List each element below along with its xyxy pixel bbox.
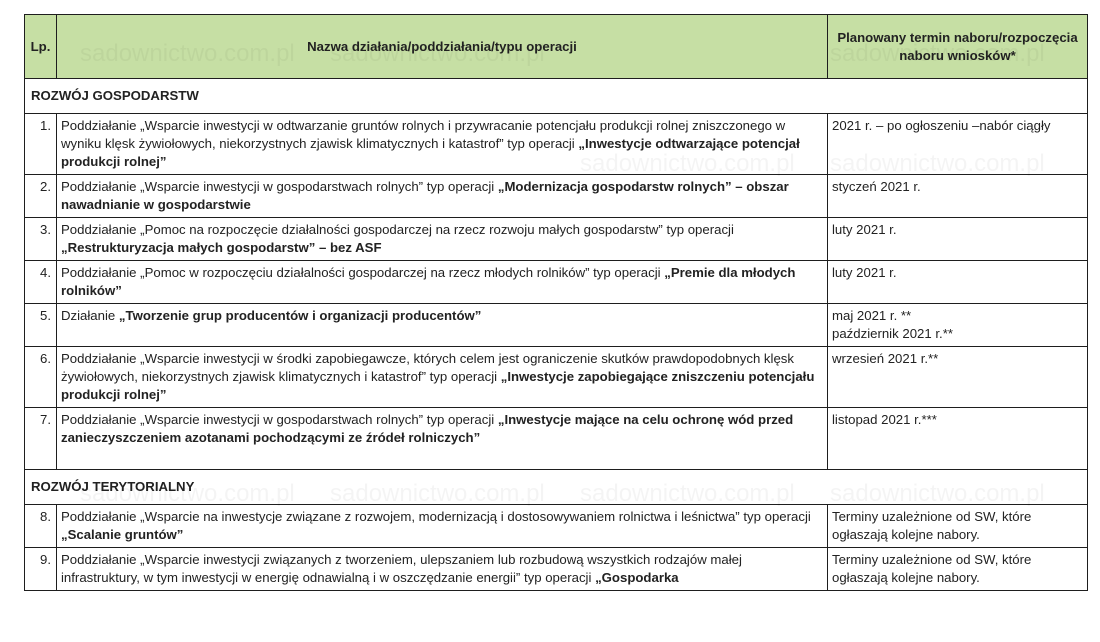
row-number: 9.	[25, 548, 57, 591]
row-number: 4.	[25, 261, 57, 304]
table-row	[25, 114, 1088, 175]
table-row	[25, 175, 1088, 218]
row-name	[57, 218, 828, 261]
row-term	[828, 304, 1088, 347]
row-number: 6.	[25, 347, 57, 408]
row-number: 5.	[25, 304, 57, 347]
row-number: 2.	[25, 175, 57, 218]
row-name-bold: „Scalanie gruntów”	[61, 527, 184, 542]
table-row	[25, 218, 1088, 261]
row-name	[57, 505, 828, 548]
row-name	[57, 408, 828, 470]
row-name-plain: Poddziałanie „Wsparcie inwestycji w gospodarstwach rolnych” typ operacji	[61, 412, 498, 427]
table-row	[25, 304, 1088, 347]
row-number: 3.	[25, 218, 57, 261]
table-row	[25, 505, 1088, 548]
row-term: wrzesień 2021 r.**	[828, 347, 1088, 408]
section-row	[25, 470, 1088, 505]
row-name-bold: „Restrukturyzacja małych gospodarstw” – bez ASF	[61, 240, 382, 255]
row-term: Terminy uzależnione od SW, które ogłaszają kolejne nabory.	[828, 505, 1088, 548]
row-name	[57, 548, 828, 591]
header-name: Nazwa działania/poddziałania/typu operacji	[57, 15, 828, 79]
row-name-plain: Poddziałanie „Wsparcie inwestycji w odtwarzanie gruntów rolnych i przywracanie potencjału produkcji rolnej zniszczonego w wyniku klęsk żywiołowych, niekorzystnych zjawisk klimatycznych i katastrof” typ operacji	[61, 118, 786, 151]
row-name-bold: „Inwestycje zapobiegające zniszczeniu potencjału produkcji rolnej”	[61, 369, 815, 402]
row-term: Terminy uzależnione od SW, które ogłaszają kolejne nabory.	[828, 548, 1088, 591]
row-term-line: maj 2021 r. **	[832, 308, 912, 323]
row-number: 7.	[25, 408, 57, 470]
row-name	[57, 347, 828, 408]
row-term: luty 2021 r.	[828, 261, 1088, 304]
row-name-plain: Poddziałanie „Pomoc na rozpoczęcie działalności gospodarczej na rzecz rozwoju małych gospodarstw” typ operacji	[61, 222, 734, 237]
row-name-plain: Poddziałanie „Pomoc w rozpoczęciu działalności gospodarczej na rzecz młodych rolników” typ operacji	[61, 265, 665, 280]
row-term-line: październik 2021 r.**	[832, 326, 953, 341]
row-term: styczeń 2021 r.	[828, 175, 1088, 218]
row-name	[57, 114, 828, 175]
row-name-plain: Poddziałanie „Wsparcie inwestycji w środki zapobiegawcze, których celem jest ograniczenie skutków prawdopodobnych klęsk żywiołowych, niekorzystnych zjawisk klimatycznych i katastrof” typ operacji	[61, 351, 794, 384]
row-name-plain: Poddziałanie „Wsparcie inwestycji w gospodarstwach rolnych” typ operacji	[61, 179, 498, 194]
row-name-bold: „Modernizacja gospodarstw rolnych” – obszar nawadnianie w gospodarstwie	[61, 179, 789, 212]
table-row	[25, 347, 1088, 408]
section-row	[25, 79, 1088, 114]
header-lp: Lp.	[25, 15, 57, 79]
row-name	[57, 304, 828, 347]
row-name-plain: Poddziałanie „Wsparcie na inwestycje związane z rozwojem, modernizacją i dostosowywaniem rolnictwa i leśnictwa” typ operacji	[61, 509, 811, 524]
row-name	[57, 175, 828, 218]
calls-schedule-table	[24, 14, 1088, 591]
row-name-bold: „Premie dla młodych rolników”	[61, 265, 796, 298]
row-term: luty 2021 r.	[828, 218, 1088, 261]
table-header-row	[25, 15, 1088, 79]
section-title: ROZWÓJ TERYTORIALNY	[25, 470, 1088, 505]
row-name-plain: Działanie	[61, 308, 119, 323]
table-row	[25, 261, 1088, 304]
section-title: ROZWÓJ GOSPODARSTW	[25, 79, 1088, 114]
row-name-plain: Poddziałanie „Wsparcie inwestycji związanych z tworzeniem, ulepszaniem lub rozbudową wszystkich rodzajów małej infrastruktury, w tym inwestycji w energię odnawialną i w oszczędzanie energii” typ operacji	[61, 552, 742, 585]
table-row	[25, 548, 1088, 591]
row-term: listopad 2021 r.***	[828, 408, 1088, 470]
row-number: 8.	[25, 505, 57, 548]
row-number: 1.	[25, 114, 57, 175]
table-row	[25, 408, 1088, 470]
row-term: 2021 r. – po ogłoszeniu –nabór ciągły	[828, 114, 1088, 175]
row-name-bold: „Inwestycje odtwarzające potencjał produkcji rolnej”	[61, 136, 800, 169]
row-name-bold: „Tworzenie grup producentów i organizacji producentów”	[118, 308, 482, 323]
row-name-bold: „Gospodarka	[595, 570, 679, 585]
row-name-bold: „Inwestycje mające na celu ochronę wód przed zanieczyszczeniem azotanami pochodzącymi ze źródeł rolniczych”	[61, 412, 794, 445]
header-term: Planowany termin naboru/rozpoczęcia naboru wniosków*	[828, 15, 1088, 79]
row-name	[57, 261, 828, 304]
